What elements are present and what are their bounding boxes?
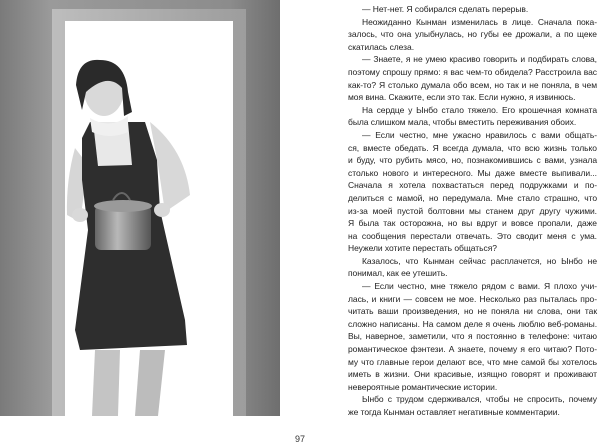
text-line: лась, и книги — совсем не мое. Несколько раз пыталась про- bbox=[348, 293, 597, 304]
paragraph bbox=[348, 255, 597, 280]
text-line: делиться с мамой, но передумала. Мне стало страшно, что bbox=[348, 192, 597, 203]
text-line: — Знаете, я не умею красиво говорить и подбирать слова, bbox=[362, 54, 597, 65]
text-line: залось, что она улыбнулась, но губы ее дрожали, а по щеке bbox=[348, 29, 597, 40]
paragraph bbox=[348, 129, 597, 255]
text-line: Неожиданно Кынман изменилась в лице. Сначала пока- bbox=[362, 16, 597, 27]
text-line: Я была так осторожна, но вы вдруг и вовсе пропали, даже bbox=[348, 218, 597, 229]
text-line: — Нет-нет. Я собирался сделать перерыв. bbox=[362, 4, 529, 14]
text-line: ся, вместе обедать. Я всегда думала, что всю жизнь только bbox=[348, 142, 597, 153]
paragraph bbox=[348, 393, 597, 418]
text-line: невероятные романтические истории. bbox=[348, 381, 498, 392]
text-line: поэтому спрошу прямо: я вас чем-то обидела? Расстроила вас bbox=[348, 66, 597, 77]
page-number: 97 bbox=[294, 434, 305, 444]
text-line: была слишком мала, чтобы вместить переживания обоих. bbox=[348, 117, 577, 128]
text-line: сложно написаны. На самом деле я очень люблю веб-романы. bbox=[348, 318, 597, 329]
text-line: как-то? Я столько думала обо всем, но так и не поняла, в чем bbox=[348, 79, 597, 90]
text-column bbox=[348, 3, 597, 419]
text-line: скатилась слеза. bbox=[348, 41, 415, 52]
paragraph bbox=[348, 16, 597, 54]
text-line: моя вина. Скажите, если это так. Если нужно, я извинюсь. bbox=[348, 92, 576, 103]
text-line: из-за моей пустой болтовни мы станем друг другу чужими. bbox=[348, 205, 597, 216]
paragraph bbox=[348, 280, 597, 393]
text-line: му что главные герои делают все, что мне самой бы хотелось bbox=[348, 356, 597, 367]
text-line: же тогда Кынман оставляет негативные комментарии. bbox=[348, 407, 560, 417]
paragraph bbox=[348, 53, 597, 103]
illustration bbox=[0, 0, 280, 416]
text-line: столько нового и интересного. Мы даже вместе выпивали... bbox=[348, 167, 597, 178]
text-line: Сначала я хотела похвастаться перед подружками и по- bbox=[348, 180, 597, 191]
text-line: — Если честно, мне ужасно нравилось с вами общать- bbox=[362, 129, 597, 140]
text-line: читать ваши произведения, но не поняла ни слова, они так bbox=[348, 306, 597, 317]
text-line: На сердце у Ынбо стало тяжело. Его крошечная комната bbox=[362, 104, 597, 115]
text-line: на сообщения перестали отвечать. Это сводит меня с ума. bbox=[348, 230, 597, 241]
paragraph bbox=[348, 104, 597, 129]
text-line: романтическое фэнтези. А знаете, почему я его читаю? Пото- bbox=[348, 344, 597, 355]
text-line: Казалось, что Кынман сейчас расплачется, но Ынбо не bbox=[362, 255, 597, 266]
text-line: Ынбо с трудом сдерживался, чтобы не спросить, почему bbox=[362, 394, 597, 405]
text-line: иметь в жизни. Они красивые, изящно говорят и проживают bbox=[348, 369, 597, 380]
text-line: Вы, наверное, заметили, что я постоянно в телефоне: читаю bbox=[348, 331, 597, 342]
paragraph bbox=[348, 3, 597, 16]
text-line: — Если честно, мне тяжело рядом с вами. Я плохо учи- bbox=[362, 281, 597, 292]
text-line: и буду, что рубить мясо, но, познакомившись с вами, узнала bbox=[348, 155, 597, 166]
text-line: Неужели хотите перестать общаться? bbox=[348, 243, 497, 254]
text-line: понимал, как ее утешить. bbox=[348, 268, 448, 279]
